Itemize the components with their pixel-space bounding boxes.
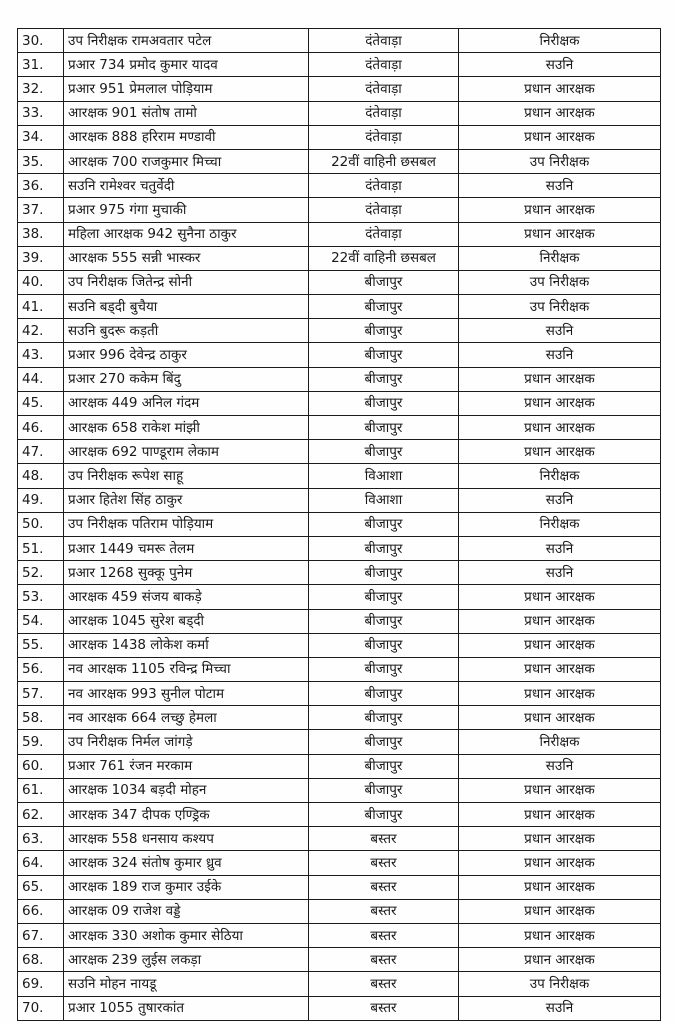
posting-cell: बीजापुर	[309, 561, 459, 585]
posting-cell: बीजापुर	[309, 609, 459, 633]
serial-number-cell: 37.	[18, 198, 64, 222]
rank-cell: उप निरीक्षक	[459, 149, 661, 173]
name-cell: आरक्षक 330 अशोक कुमार सेठिया	[64, 923, 309, 947]
posting-cell: विआशा	[309, 464, 459, 488]
serial-number-cell: 46.	[18, 416, 64, 440]
table-row	[18, 319, 661, 343]
posting-cell: दंतेवाड़ा	[309, 29, 459, 53]
name-cell: नव आरक्षक 664 लच्छु हेमला	[64, 706, 309, 730]
posting-cell: बीजापुर	[309, 585, 459, 609]
rank-cell: निरीक्षक	[459, 29, 661, 53]
serial-number-cell: 40.	[18, 270, 64, 294]
table-row	[18, 561, 661, 585]
name-cell: प्रआर 1055 तुषारकांत	[64, 996, 309, 1020]
table-row	[18, 101, 661, 125]
serial-number-cell: 33.	[18, 101, 64, 125]
rank-cell: प्रधान आरक्षक	[459, 125, 661, 149]
posting-cell: दंतेवाड़ा	[309, 125, 459, 149]
posting-cell: बीजापुर	[309, 512, 459, 536]
serial-number-cell: 64.	[18, 851, 64, 875]
table-row	[18, 754, 661, 778]
posting-cell: बीजापुर	[309, 270, 459, 294]
posting-cell: दंतेवाड़ा	[309, 77, 459, 101]
serial-number-cell: 36.	[18, 174, 64, 198]
name-cell: नव आरक्षक 993 सुनील पोटाम	[64, 682, 309, 706]
posting-cell: बीजापुर	[309, 803, 459, 827]
table-row	[18, 391, 661, 415]
table-row	[18, 29, 661, 53]
posting-cell: बस्तर	[309, 996, 459, 1020]
rank-cell: प्रधान आरक्षक	[459, 875, 661, 899]
posting-cell: बस्तर	[309, 899, 459, 923]
serial-number-cell: 69.	[18, 972, 64, 996]
serial-number-cell: 50.	[18, 512, 64, 536]
posting-cell: दंतेवाड़ा	[309, 222, 459, 246]
posting-cell: विआशा	[309, 488, 459, 512]
posting-cell: बीजापुर	[309, 440, 459, 464]
rank-cell: प्रधान आरक्षक	[459, 803, 661, 827]
name-cell: प्रआर 1449 चमरू तेलम	[64, 536, 309, 560]
posting-cell: बस्तर	[309, 948, 459, 972]
rank-cell: सउनि	[459, 343, 661, 367]
name-cell: आरक्षक 558 धनसाय कश्यप	[64, 827, 309, 851]
table-row	[18, 972, 661, 996]
personnel-table	[17, 28, 661, 1021]
rank-cell: सउनि	[459, 536, 661, 560]
rank-cell: निरीक्षक	[459, 730, 661, 754]
table-row	[18, 295, 661, 319]
table-row	[18, 174, 661, 198]
table-row	[18, 416, 661, 440]
table-body	[18, 29, 661, 1021]
rank-cell: प्रधान आरक्षक	[459, 391, 661, 415]
rank-cell: प्रधान आरक्षक	[459, 101, 661, 125]
posting-cell: बीजापुर	[309, 682, 459, 706]
serial-number-cell: 58.	[18, 706, 64, 730]
table-row	[18, 682, 661, 706]
name-cell: आरक्षक 347 दीपक एण्ड्रिक	[64, 803, 309, 827]
serial-number-cell: 43.	[18, 343, 64, 367]
name-cell: आरक्षक 901 संतोष तामो	[64, 101, 309, 125]
name-cell: आरक्षक 449 अनिल गंदम	[64, 391, 309, 415]
posting-cell: बस्तर	[309, 827, 459, 851]
posting-cell: बीजापुर	[309, 778, 459, 802]
name-cell: सउनि बुदरू कड़ती	[64, 319, 309, 343]
rank-cell: निरीक्षक	[459, 246, 661, 270]
posting-cell: बीजापुर	[309, 391, 459, 415]
table-row	[18, 585, 661, 609]
posting-cell: बीजापुर	[309, 657, 459, 681]
serial-number-cell: 42.	[18, 319, 64, 343]
rank-cell: प्रधान आरक्षक	[459, 77, 661, 101]
name-cell: प्रआर 761 रंजन मरकाम	[64, 754, 309, 778]
serial-number-cell: 30.	[18, 29, 64, 53]
name-cell: प्रआर 1268 सुक्कू पुनेम	[64, 561, 309, 585]
rank-cell: प्रधान आरक्षक	[459, 778, 661, 802]
table-row	[18, 851, 661, 875]
table-row	[18, 149, 661, 173]
posting-cell: दंतेवाड़ा	[309, 174, 459, 198]
rank-cell: प्रधान आरक्षक	[459, 827, 661, 851]
rank-cell: प्रधान आरक्षक	[459, 851, 661, 875]
table-row	[18, 536, 661, 560]
posting-cell: बीजापुर	[309, 343, 459, 367]
serial-number-cell: 56.	[18, 657, 64, 681]
posting-cell: बस्तर	[309, 972, 459, 996]
table-row	[18, 488, 661, 512]
rank-cell: उप निरीक्षक	[459, 270, 661, 294]
name-cell: आरक्षक 555 सन्नी भास्कर	[64, 246, 309, 270]
rank-cell: सउनि	[459, 561, 661, 585]
rank-cell: प्रधान आरक्षक	[459, 222, 661, 246]
serial-number-cell: 32.	[18, 77, 64, 101]
table-row	[18, 778, 661, 802]
table-row	[18, 730, 661, 754]
rank-cell: सउनि	[459, 319, 661, 343]
serial-number-cell: 51.	[18, 536, 64, 560]
serial-number-cell: 60.	[18, 754, 64, 778]
name-cell: प्रआर हितेश सिंह ठाकुर	[64, 488, 309, 512]
table-row	[18, 246, 661, 270]
name-cell: आरक्षक 459 संजय बाकड़े	[64, 585, 309, 609]
posting-cell: बीजापुर	[309, 416, 459, 440]
table-row	[18, 53, 661, 77]
serial-number-cell: 68.	[18, 948, 64, 972]
table-row	[18, 875, 661, 899]
serial-number-cell: 65.	[18, 875, 64, 899]
name-cell: आरक्षक 888 हरिराम मण्डावी	[64, 125, 309, 149]
table-row	[18, 343, 661, 367]
name-cell: उप निरीक्षक रामअवतार पटेल	[64, 29, 309, 53]
name-cell: आरक्षक 692 पाण्डूराम लेकाम	[64, 440, 309, 464]
serial-number-cell: 47.	[18, 440, 64, 464]
name-cell: प्रआर 951 प्रेमलाल पोड़ियाम	[64, 77, 309, 101]
name-cell: प्रआर 270 ककेम बिंदु	[64, 367, 309, 391]
name-cell: आरक्षक 1034 बड़दी मोहन	[64, 778, 309, 802]
name-cell: नव आरक्षक 1105 रविन्द्र मिच्चा	[64, 657, 309, 681]
name-cell: उप निरीक्षक निर्मल जांगड़े	[64, 730, 309, 754]
serial-number-cell: 44.	[18, 367, 64, 391]
rank-cell: प्रधान आरक्षक	[459, 899, 661, 923]
posting-cell: बीजापुर	[309, 536, 459, 560]
serial-number-cell: 54.	[18, 609, 64, 633]
table-row	[18, 899, 661, 923]
table-row	[18, 464, 661, 488]
posting-cell: बीजापुर	[309, 367, 459, 391]
rank-cell: प्रधान आरक्षक	[459, 585, 661, 609]
posting-cell: 22वीं वाहिनी छसबल	[309, 246, 459, 270]
posting-cell: दंतेवाड़ा	[309, 198, 459, 222]
posting-cell: दंतेवाड़ा	[309, 53, 459, 77]
serial-number-cell: 45.	[18, 391, 64, 415]
rank-cell: प्रधान आरक्षक	[459, 198, 661, 222]
name-cell: आरक्षक 1045 सुरेश बड्दी	[64, 609, 309, 633]
posting-cell: बीजापुर	[309, 295, 459, 319]
table-row	[18, 948, 661, 972]
table-row	[18, 657, 661, 681]
table-row	[18, 198, 661, 222]
name-cell: प्रआर 996 देवेन्द्र ठाकुर	[64, 343, 309, 367]
name-cell: उप निरीक्षक जितेन्द्र सोनी	[64, 270, 309, 294]
name-cell: आरक्षक 09 राजेश वड्डे	[64, 899, 309, 923]
posting-cell: बस्तर	[309, 923, 459, 947]
table-row	[18, 77, 661, 101]
table-row	[18, 222, 661, 246]
serial-number-cell: 52.	[18, 561, 64, 585]
name-cell: आरक्षक 700 राजकुमार मिच्चा	[64, 149, 309, 173]
rank-cell: प्रधान आरक्षक	[459, 923, 661, 947]
rank-cell: सउनि	[459, 754, 661, 778]
serial-number-cell: 67.	[18, 923, 64, 947]
rank-cell: प्रधान आरक्षक	[459, 416, 661, 440]
table-row	[18, 923, 661, 947]
table-row	[18, 827, 661, 851]
rank-cell: प्रधान आरक्षक	[459, 682, 661, 706]
serial-number-cell: 62.	[18, 803, 64, 827]
serial-number-cell: 41.	[18, 295, 64, 319]
name-cell: आरक्षक 658 राकेश मांझी	[64, 416, 309, 440]
name-cell: सउनि रामेश्वर चतुर्वेदी	[64, 174, 309, 198]
rank-cell: निरीक्षक	[459, 512, 661, 536]
serial-number-cell: 31.	[18, 53, 64, 77]
posting-cell: दंतेवाड़ा	[309, 101, 459, 125]
table-row	[18, 440, 661, 464]
name-cell: आरक्षक 1438 लोकेश कर्मा	[64, 633, 309, 657]
table-row	[18, 125, 661, 149]
name-cell: आरक्षक 324 संतोष कुमार ध्रुव	[64, 851, 309, 875]
posting-cell: बीजापुर	[309, 706, 459, 730]
posting-cell: बस्तर	[309, 875, 459, 899]
rank-cell: प्रधान आरक्षक	[459, 948, 661, 972]
serial-number-cell: 48.	[18, 464, 64, 488]
posting-cell: 22वीं वाहिनी छसबल	[309, 149, 459, 173]
rank-cell: प्रधान आरक्षक	[459, 609, 661, 633]
rank-cell: प्रधान आरक्षक	[459, 367, 661, 391]
table-row	[18, 633, 661, 657]
table-row	[18, 803, 661, 827]
serial-number-cell: 53.	[18, 585, 64, 609]
serial-number-cell: 49.	[18, 488, 64, 512]
table-row	[18, 512, 661, 536]
serial-number-cell: 55.	[18, 633, 64, 657]
rank-cell: प्रधान आरक्षक	[459, 633, 661, 657]
name-cell: प्रआर 975 गंगा मुचाकी	[64, 198, 309, 222]
rank-cell: निरीक्षक	[459, 464, 661, 488]
serial-number-cell: 39.	[18, 246, 64, 270]
name-cell: सउनि बड्दी बुचैया	[64, 295, 309, 319]
rank-cell: सउनि	[459, 53, 661, 77]
posting-cell: बीजापुर	[309, 730, 459, 754]
table-row	[18, 706, 661, 730]
table-row	[18, 367, 661, 391]
serial-number-cell: 59.	[18, 730, 64, 754]
posting-cell: बस्तर	[309, 851, 459, 875]
name-cell: उप निरीक्षक पतिराम पोड़ियाम	[64, 512, 309, 536]
serial-number-cell: 66.	[18, 899, 64, 923]
name-cell: उप निरीक्षक रूपेश साहू	[64, 464, 309, 488]
posting-cell: बीजापुर	[309, 633, 459, 657]
rank-cell: प्रधान आरक्षक	[459, 440, 661, 464]
table-row	[18, 609, 661, 633]
name-cell: सउनि मोहन नायडू	[64, 972, 309, 996]
rank-cell: सउनि	[459, 996, 661, 1020]
rank-cell: उप निरीक्षक	[459, 972, 661, 996]
table-row	[18, 270, 661, 294]
rank-cell: सउनि	[459, 488, 661, 512]
rank-cell: सउनि	[459, 174, 661, 198]
posting-cell: बीजापुर	[309, 319, 459, 343]
name-cell: आरक्षक 239 लुईस लकड़ा	[64, 948, 309, 972]
table-row	[18, 996, 661, 1020]
posting-cell: बीजापुर	[309, 754, 459, 778]
rank-cell: उप निरीक्षक	[459, 295, 661, 319]
serial-number-cell: 63.	[18, 827, 64, 851]
serial-number-cell: 34.	[18, 125, 64, 149]
name-cell: प्रआर 734 प्रमोद कुमार यादव	[64, 53, 309, 77]
rank-cell: प्रधान आरक्षक	[459, 657, 661, 681]
serial-number-cell: 35.	[18, 149, 64, 173]
serial-number-cell: 61.	[18, 778, 64, 802]
serial-number-cell: 70.	[18, 996, 64, 1020]
serial-number-cell: 57.	[18, 682, 64, 706]
serial-number-cell: 38.	[18, 222, 64, 246]
name-cell: महिला आरक्षक 942 सुनैना ठाकुर	[64, 222, 309, 246]
rank-cell: प्रधान आरक्षक	[459, 706, 661, 730]
name-cell: आरक्षक 189 राज कुमार उईके	[64, 875, 309, 899]
